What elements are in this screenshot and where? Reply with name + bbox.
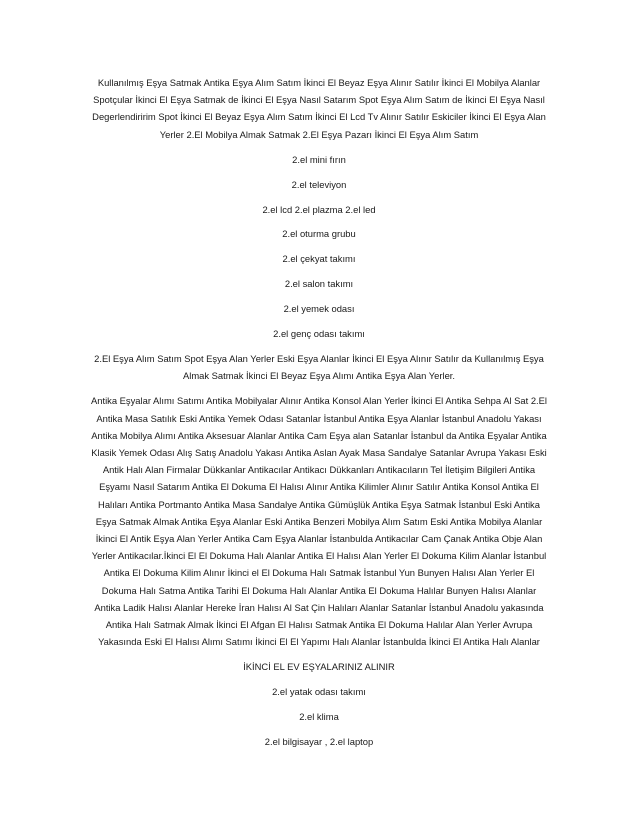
list-item: 2.el televiyon [291, 178, 347, 190]
list-item: 2.el oturma grubu [282, 228, 356, 240]
antique-paragraph: Antika Eşyalar Alımı Satımı Antika Mobilyalar Alınır Antika Konsol Alan Yerler İkinci El Antika Sehpa Al Sat 2.El Antika Masa Satılık Eski Antika Yemek Odası Satanlar İstanbul Antika Eşya Alanlar İstanbul Anadolu Yakası Antika Mobilya Alımı Antika Aksesuar Alanlar Antika Cam Eşya alan Satanlar İstanbul da Antika Eşyalar Antika Klasik Yemek Odası Alış Satış Anadolu Yakası Antika Aslan Ayak Masa Sandalye Satanlar Avrupa Yakası Eski Antik Halı Alan Firmalar Dükkanlar Antikacılar Antikacı Dükkanları Antikacıların Tel İletişim Bilgileri Antika Eşyamı Nasıl Satarım Antika El Dokuma El Halısı Alınır Antika Kilimler Alınır Satılır Antika Konsol Antika El Halıları Antika Portmanto Antika Masa Sandalye Antika Gümüşlük Antika Eşya Satmak İstanbul Eski Antika Eşya Satmak Almak Antika Eşya Alanlar Eski Antika Benzeri Mobilya Alım Satım Eski Antika Mobilya Alanlar İkinci El Antik Eşya Alan Yerler Antika Cam Eşya Alanlar İstanbulda Antikacılar Cam Çanak Antika Obje Alan Yerler Antikacılar.İkinci El El Dokuma Halı Alanlar Antika El Halısı Alan Yerler El Dokuma Kilim Alanlar İstanbul Antika El Dokuma Kilim Alınır İkinci el El Dokuma Halı Satmak İstanbul Yun Bunyen Halısı Alan Yerler El Dokuma Halı Satma Antika Tarihi El Dokuma Halı Alanlar Antika El Dokuma Halılar Bunyen Halısı Alanlar Antika Ladik Halısı Alanlar Hereke İran Halısı Al Sat Çin Halıları Alanlar Satanlar İstanbul Anadolu yakasında Antika Halı Satmak Almak İkinci El Afgan El Halısı Satmak Antika El Dokuma Halılar Alan Yerler Avrupa Yakasında Eski El Halısı Alımı Satımı İkinci El El Yapımı Halı Alanlar İstanbulda İkinci El Antika Halı Alanlar [91, 395, 547, 648]
item-list-2 [88, 683, 550, 750]
section-heading: İKİNCİ EL EV EŞYALARINIZ ALINIR [243, 661, 395, 673]
list-item: 2.el bilgisayar , 2.el laptop [264, 736, 374, 748]
list-item: 2.el klima [299, 711, 339, 723]
list-item: 2.el mini fırın [292, 153, 346, 165]
document-page [88, 74, 550, 758]
intro-paragraph: Kullanılmış Eşya Satmak Antika Eşya Alım Satım İkinci El Beyaz Eşya Alınır Satılır İkinci El Mobilya Alanlar Spotçular İkinci El Eşya Satmak de İkinci El Eşya Nasıl Satarım Spot Eşya Alım Satım de İkinci El Eşya Nasıl Degerlendiririm Spot İkinci El Beyaz Eşya Alım Satım İkinci El Lcd Tv Alınır Satılır Eskiciler İkinci El Eşya Alan Yerler 2.El Mobilya Almak Satmak 2.El Eşya Pazarı İkinci El Eşya Alım Satım [92, 77, 546, 140]
list-item: 2.el çekyat takımı [282, 253, 356, 265]
list-item: 2.el lcd 2.el plazma 2.el led [262, 203, 376, 215]
list-item: 2.el yatak odası takımı [272, 686, 366, 698]
item-list-1 [88, 151, 550, 342]
buy-sell-paragraph: 2.El Eşya Alım Satım Spot Eşya Alan Yerler Eski Eşya Alanlar İkinci El Eşya Alınır Satılır da Kullanılmış Eşya Almak Satmak İkinci El Beyaz Eşya Alımı Antika Eşya Alan Yerler. [94, 352, 544, 382]
list-item: 2.el salon takımı [284, 278, 354, 290]
list-item: 2.el genç odası takımı [273, 328, 365, 340]
list-item: 2.el yemek odası [283, 303, 355, 315]
